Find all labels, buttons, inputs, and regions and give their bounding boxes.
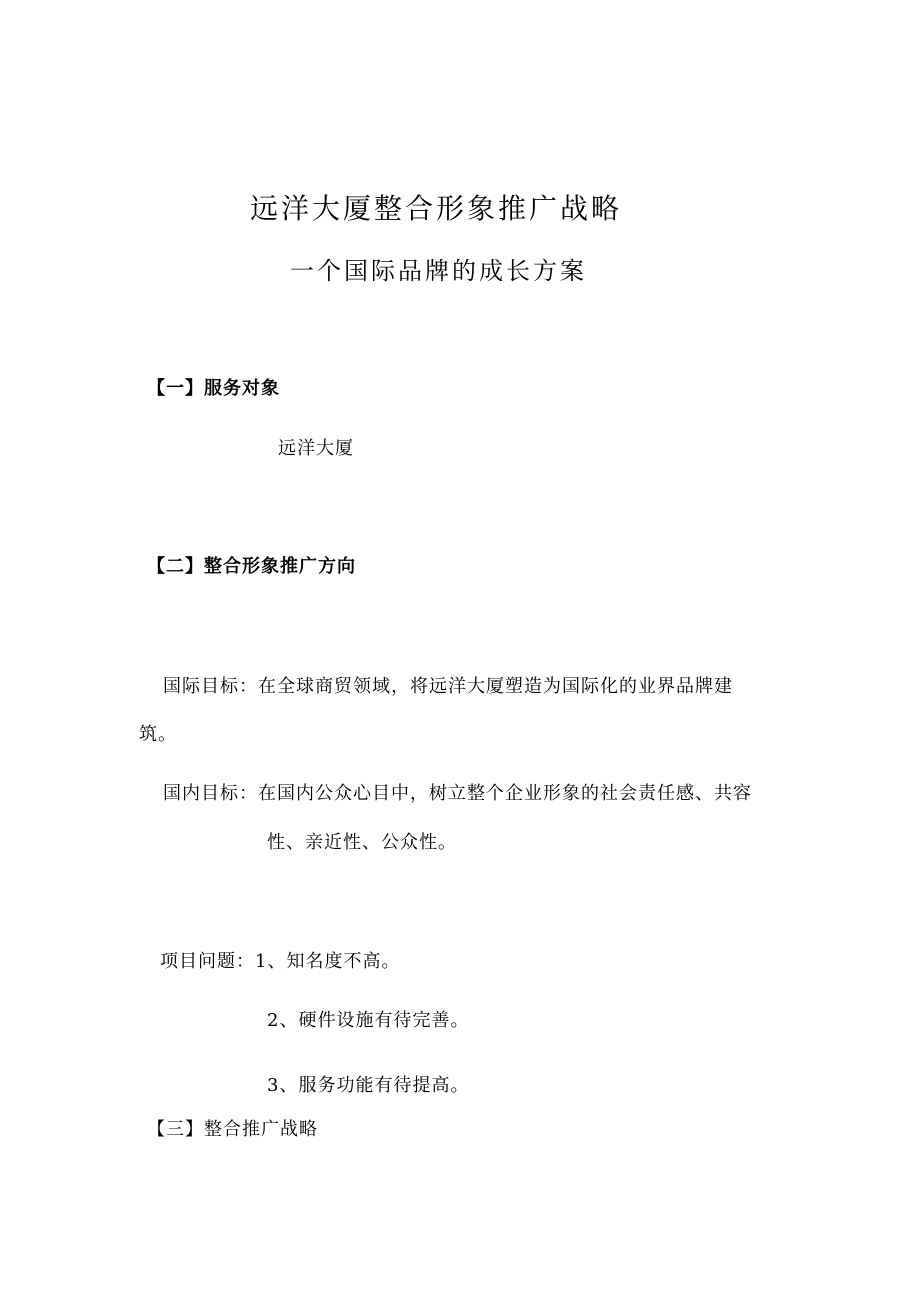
project-issue-2: 2、硬件设施有待完善。 [267, 1010, 470, 1031]
international-goal-line1: 国际目标：在全球商贸领域，将远洋大厦塑造为国际化的业界品牌建 [163, 676, 733, 697]
domestic-goal-line1: 国内目标：在国内公众心目中，树立整个企业形象的社会责任感、共容 [163, 783, 752, 804]
project-issue-1: 项目问题：1、知名度不高。 [160, 951, 401, 972]
document-subtitle: 一个国际品牌的成长方案 [290, 257, 587, 285]
section-heading-strategy: 【三】整合推广战略 [147, 1119, 318, 1140]
service-target-content: 远洋大厦 [278, 438, 354, 459]
section-heading-service-target: 【一】服务对象 [147, 378, 280, 399]
project-issue-3: 3、服务功能有待提高。 [267, 1075, 470, 1096]
section-heading-direction: 【二】整合形象推广方向 [147, 556, 356, 577]
domestic-goal-line2: 性、亲近性、公众性。 [267, 832, 457, 853]
international-goal-line2: 筑。 [139, 724, 177, 745]
document-title: 远洋大厦整合形象推广战略 [250, 192, 623, 225]
